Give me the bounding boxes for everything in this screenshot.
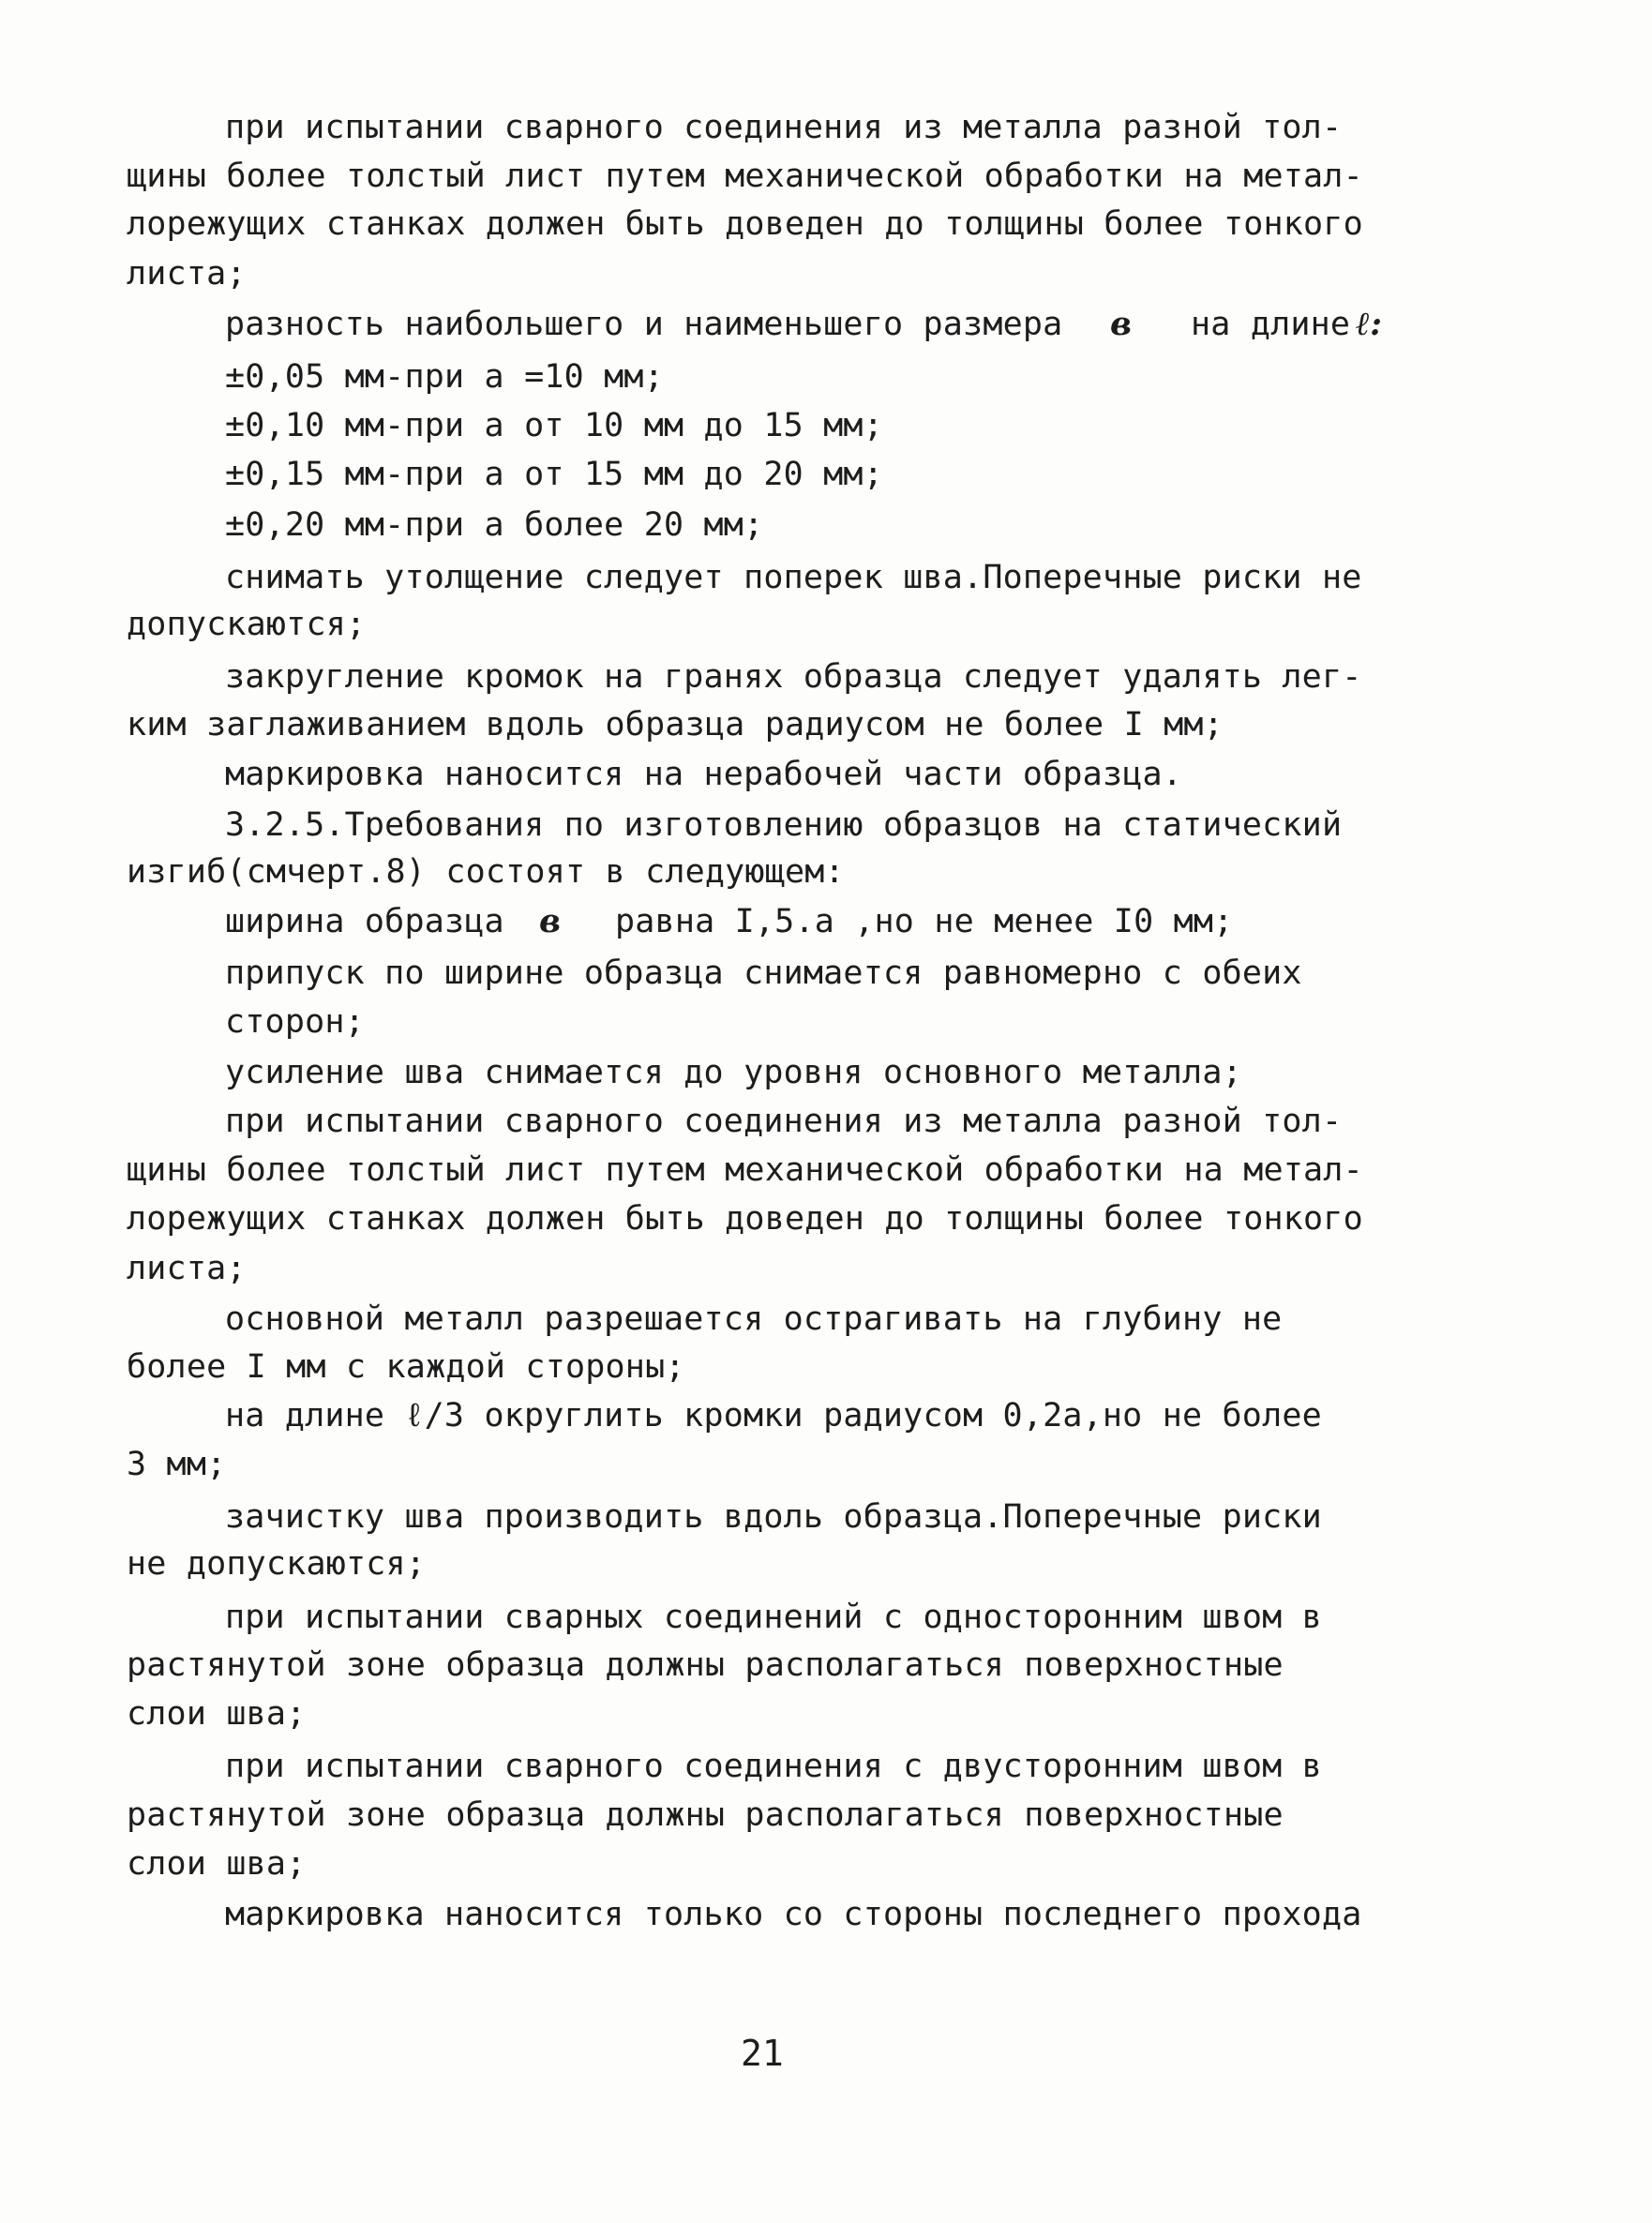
text-line: листа; — [127, 255, 247, 293]
text-line: ±0,20 мм-при а более 20 мм; — [225, 506, 764, 544]
text-line: слои шва; — [127, 1695, 307, 1733]
text-line: изгиб(смчерт.8) состоят в следующем: — [127, 853, 845, 891]
text-line: щины более толстый лист путем механической обработки на метал- — [127, 158, 1363, 195]
text-line: на длине — [1191, 306, 1351, 343]
text-line: снимать утолщение следует поперек шва.Поперечные риски не — [225, 559, 1362, 596]
text-line: допускаются; — [127, 606, 367, 643]
text-line: припуск по ширине образца снимается равномерно с обеих — [225, 954, 1302, 992]
symbol-b: в — [539, 902, 562, 940]
text-line: закругление кромок на гранях образца следует удалять лег- — [225, 658, 1362, 696]
text-line: маркировка наносится на нерабочей части образца. — [225, 756, 1183, 793]
page-number: 21 — [741, 2033, 784, 2074]
text-line: сторон; — [225, 1003, 365, 1041]
text-line: не допускаются; — [127, 1545, 427, 1583]
text-line: на длине ℓ/3 округлить кромки радиусом 0,2а,но не более — [225, 1397, 1322, 1434]
text-line: при испытании сварного соединения с двусторонним швом в — [225, 1748, 1322, 1785]
text-line: ким заглаживанием вдоль образца радиусом не более I мм; — [127, 706, 1224, 744]
text-line: ±0,15 мм-при а от 15 мм до 20 мм; — [225, 456, 883, 493]
text-line: ширина образца — [225, 903, 504, 940]
text-line: ±0,05 мм-при а =10 мм; — [225, 358, 664, 396]
text-line: разность наибольшего и наименьшего размера — [225, 306, 1063, 343]
text-line: ±0,10 мм-при а от 10 мм до 15 мм; — [225, 407, 883, 444]
text-line: при испытании сварного соединения из металла разной тол- — [225, 109, 1343, 146]
text-line: растянутой зоне образца должны располагаться поверхностные — [127, 1646, 1284, 1684]
text-line: растянутой зоне образца должны располагаться поверхностные — [127, 1796, 1284, 1834]
text-line: более I мм с каждой стороны; — [127, 1348, 685, 1386]
symbol-b: в — [1110, 305, 1133, 343]
text-line: листа; — [127, 1250, 247, 1287]
text-line: щины более толстый лист путем механической обработки на метал- — [127, 1151, 1363, 1189]
text-line: слои шва; — [127, 1845, 307, 1883]
text-line: при испытании сварных соединений с односторонним швом в — [225, 1599, 1322, 1636]
text-line: лорежущих станках должен быть доведен до толщины более тонкого — [127, 1200, 1363, 1238]
text-line: лорежущих станках должен быть доведен до толщины более тонкого — [127, 205, 1363, 243]
text-line: при испытании сварного соединения из металла разной тол- — [225, 1103, 1343, 1140]
text-line: равна I,5.а ,но не менее I0 мм; — [615, 903, 1234, 940]
section-heading: 3.2.5.Требования по изготовлению образцов на статический — [225, 806, 1343, 844]
text-line: усиление шва снимается до уровня основного металла; — [225, 1054, 1242, 1091]
text-line: маркировка наносится только со стороны последнего прохода — [225, 1896, 1362, 1933]
text-line: 3 мм; — [127, 1446, 227, 1483]
text-line: основной металл разрешается острагивать на глубину не — [225, 1300, 1283, 1338]
symbol-l: ℓ: — [1356, 305, 1383, 343]
text-line: зачистку шва производить вдоль образца.Поперечные риски — [225, 1498, 1322, 1536]
